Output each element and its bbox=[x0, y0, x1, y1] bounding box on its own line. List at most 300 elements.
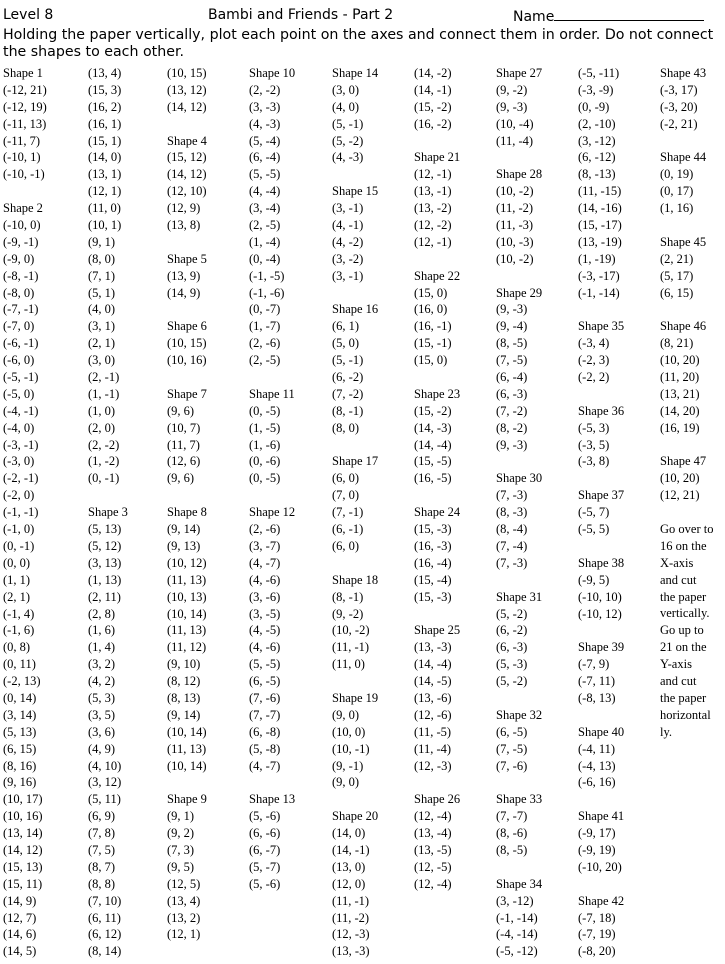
coordinate-point: (-5, -1) bbox=[3, 370, 39, 385]
coordinate-point: (12, -4) bbox=[414, 809, 452, 824]
coordinate-point: (1, -2) bbox=[88, 454, 120, 469]
coordinate-point: (14, -3) bbox=[414, 420, 452, 435]
coordinate-point: (9, -2) bbox=[496, 82, 528, 97]
coordinate-point: (4, 0) bbox=[332, 99, 360, 114]
shape-heading: Shape 17 bbox=[332, 454, 379, 469]
coordinate-point: (5, -5) bbox=[249, 657, 281, 672]
shape-heading: Shape 22 bbox=[414, 268, 461, 283]
shape-heading: Shape 44 bbox=[660, 150, 707, 165]
level-label: Level 8 bbox=[3, 7, 54, 23]
shape-heading: Shape 3 bbox=[88, 505, 128, 520]
coordinate-point: (13, 2) bbox=[167, 910, 201, 925]
coordinate-point: (8, -5) bbox=[496, 336, 528, 351]
coordinate-point: (1, 6) bbox=[88, 623, 116, 638]
coordinate-point: (13, 8) bbox=[167, 218, 201, 233]
coordinate-point: (3, -5) bbox=[249, 606, 281, 621]
spacer bbox=[496, 859, 576, 876]
coordinate-point: (4, -4) bbox=[249, 184, 281, 199]
coordinate-point: (12, 9) bbox=[167, 201, 201, 216]
coordinate-point: (10, 15) bbox=[167, 336, 207, 351]
coordinate-point: (-3, -17) bbox=[578, 268, 620, 283]
coordinate-point: (1, 13) bbox=[88, 572, 122, 587]
spacer bbox=[167, 234, 247, 251]
coordinate-point: (7, -1) bbox=[332, 505, 364, 520]
coordinate-point: (6, -3) bbox=[496, 386, 528, 401]
coordinate-point: (6, 15) bbox=[3, 741, 37, 756]
name-field[interactable] bbox=[513, 7, 704, 25]
coordinate-point: (-9, 0) bbox=[3, 251, 35, 266]
coordinate-point: (-2, 13) bbox=[3, 674, 41, 689]
spacer bbox=[660, 133, 725, 150]
coordinate-point: (10, 14) bbox=[167, 758, 207, 773]
coordinate-point: (0, 8) bbox=[3, 640, 31, 655]
coordinate-point: (4, -1) bbox=[332, 218, 364, 233]
coordinate-point: (9, 1) bbox=[88, 234, 116, 249]
coordinate-point: (15, -4) bbox=[414, 572, 452, 587]
coordinate-point: (13, -5) bbox=[414, 842, 452, 857]
coordinate-point: (-6, 0) bbox=[3, 353, 35, 368]
coordinate-point: (6, 1) bbox=[332, 319, 360, 334]
coordinate-point: (11, -15) bbox=[578, 184, 622, 199]
shape-heading: Shape 28 bbox=[496, 167, 543, 182]
shape-heading: Shape 6 bbox=[167, 319, 207, 334]
coordinate-point: (10, -2) bbox=[496, 251, 534, 266]
coordinate-point: (8, -13) bbox=[578, 167, 616, 182]
spacer bbox=[332, 285, 412, 302]
spacer bbox=[414, 487, 494, 504]
coordinate-point: (10, -1) bbox=[332, 741, 370, 756]
name-line[interactable] bbox=[554, 7, 704, 21]
spacer bbox=[578, 538, 658, 555]
coordinate-point: (15, -3) bbox=[414, 589, 452, 604]
coordinate-point: (16, 19) bbox=[660, 420, 700, 435]
coordinate-point: (3, 6) bbox=[88, 724, 116, 739]
coordinate-point: (1, 16) bbox=[660, 201, 694, 216]
coordinate-point: (1, 1) bbox=[3, 572, 31, 587]
coordinate-point: (4, -6) bbox=[249, 572, 281, 587]
coordinate-point: (-10, 0) bbox=[3, 218, 41, 233]
coordinate-point: (11, 7) bbox=[167, 437, 200, 452]
coordinate-point: (-5, 3) bbox=[578, 420, 610, 435]
shape-heading: Shape 24 bbox=[414, 505, 461, 520]
coordinate-point: (16, 2) bbox=[88, 99, 122, 114]
coordinate-point: (2, -5) bbox=[249, 353, 281, 368]
coordinate-point: (-11, 13) bbox=[3, 116, 47, 131]
coordinate-point: (16, 1) bbox=[88, 116, 122, 131]
coordinate-point: (-8, -1) bbox=[3, 268, 39, 283]
coordinate-point: (8, 7) bbox=[88, 859, 116, 874]
coordinate-point: (8, -5) bbox=[496, 842, 528, 857]
coordinate-point: (-7, 18) bbox=[578, 910, 616, 925]
coordinate-point: (7, -2) bbox=[496, 403, 528, 418]
coordinate-point: (14, 9) bbox=[167, 285, 201, 300]
cut-note-line: horizontal bbox=[660, 707, 711, 722]
coordinate-point: (12, 1) bbox=[167, 927, 201, 942]
coordinate-point: (1, 0) bbox=[88, 403, 116, 418]
coordinate-point: (9, 1) bbox=[167, 809, 195, 824]
coordinate-point: (-7, 11) bbox=[578, 674, 616, 689]
coordinate-point: (-3, -1) bbox=[3, 437, 39, 452]
shape-heading: Shape 30 bbox=[496, 471, 543, 486]
coordinate-point: (15, -2) bbox=[414, 403, 452, 418]
coordinate-point: (13, 9) bbox=[167, 268, 201, 283]
shape-heading: Shape 41 bbox=[578, 809, 625, 824]
coordinate-point: (7, 3) bbox=[167, 842, 195, 857]
coordinate-point: (10, 1) bbox=[88, 218, 122, 233]
column-3 bbox=[167, 65, 247, 943]
coordinate-point: (12, -5) bbox=[414, 859, 452, 874]
column-2 bbox=[88, 65, 168, 960]
coordinate-point: (8, 8) bbox=[88, 876, 116, 891]
coordinate-point: (16, -5) bbox=[414, 471, 452, 486]
coordinate-point: (8, -2) bbox=[496, 420, 528, 435]
coordinate-point: (9, 0) bbox=[332, 775, 360, 790]
coordinate-point: (7, -3) bbox=[496, 555, 528, 570]
spacer bbox=[414, 133, 494, 150]
coordinate-point: (12, 7) bbox=[3, 910, 37, 925]
spacer bbox=[496, 774, 576, 791]
coordinate-point: (12, -1) bbox=[414, 167, 452, 182]
cut-note-line: and cut bbox=[660, 572, 697, 587]
shape-heading: Shape 15 bbox=[332, 184, 379, 199]
coordinate-point: (9, 16) bbox=[3, 775, 37, 790]
coordinate-point: (2, -2) bbox=[249, 82, 281, 97]
shape-heading: Shape 43 bbox=[660, 66, 707, 80]
coordinate-point: (-5, 0) bbox=[3, 386, 35, 401]
spacer bbox=[660, 301, 725, 318]
coordinate-point: (2, -6) bbox=[249, 336, 281, 351]
shape-heading: Shape 5 bbox=[167, 251, 207, 266]
cut-note-line: vertically. bbox=[660, 606, 710, 621]
coordinate-point: (2, -1) bbox=[88, 370, 120, 385]
coordinate-point: (16, 0) bbox=[414, 302, 448, 317]
coordinate-point: (14, 12) bbox=[167, 99, 207, 114]
coordinate-point: (8, -4) bbox=[496, 522, 528, 537]
coordinate-point: (6, -7) bbox=[249, 842, 281, 857]
shape-heading: Shape 8 bbox=[167, 505, 207, 520]
spacer bbox=[332, 673, 412, 690]
cut-note-line: ly. bbox=[660, 724, 673, 739]
coordinate-point: (10, -4) bbox=[496, 116, 534, 131]
coordinate-point: (0, 14) bbox=[3, 690, 37, 705]
coordinate-point: (12, 10) bbox=[167, 184, 207, 199]
shape-heading: Shape 46 bbox=[660, 319, 707, 334]
coordinate-point: (2, 1) bbox=[88, 336, 116, 351]
coordinate-point: (7, 5) bbox=[88, 842, 116, 857]
coordinate-point: (1, -5) bbox=[249, 420, 281, 435]
coordinate-point: (13, -3) bbox=[332, 944, 370, 959]
coordinate-point: (-5, -11) bbox=[578, 66, 620, 80]
coordinate-point: (14, 6) bbox=[3, 927, 37, 942]
name-label: Name bbox=[513, 9, 555, 25]
shape-heading: Shape 2 bbox=[3, 201, 43, 216]
shape-heading: Shape 7 bbox=[167, 386, 207, 401]
coordinate-point: (4, 9) bbox=[88, 741, 116, 756]
coordinate-point: (12, -3) bbox=[332, 927, 370, 942]
coordinate-point: (3, -12) bbox=[578, 133, 616, 148]
coordinate-point: (3, -12) bbox=[496, 893, 534, 908]
coordinate-point: (14, -16) bbox=[578, 201, 622, 216]
shape-heading: Shape 35 bbox=[578, 319, 625, 334]
coordinate-point: (-11, 7) bbox=[3, 133, 41, 148]
coordinate-point: (0, -1) bbox=[3, 538, 35, 553]
coordinate-point: (-5, 7) bbox=[578, 505, 610, 520]
column-9 bbox=[660, 65, 725, 504]
coordinate-point: (8, -1) bbox=[332, 589, 364, 604]
coordinate-point: (1, -6) bbox=[249, 437, 281, 452]
column-4 bbox=[249, 65, 329, 893]
coordinate-point: (-10, -1) bbox=[3, 167, 45, 182]
coordinate-point: (2, -2) bbox=[88, 437, 120, 452]
coordinate-point: (16, -4) bbox=[414, 555, 452, 570]
coordinate-point: (-9, 17) bbox=[578, 826, 616, 841]
coordinate-point: (0, -1) bbox=[88, 471, 120, 486]
coordinate-point: (8, 16) bbox=[3, 758, 37, 773]
coordinate-point: (6, -6) bbox=[249, 826, 281, 841]
shape-heading: Shape 31 bbox=[496, 589, 543, 604]
coordinate-point: (14, -1) bbox=[414, 82, 452, 97]
coordinate-point: (14, 12) bbox=[3, 842, 43, 857]
shape-heading: Shape 37 bbox=[578, 488, 625, 503]
coordinate-point: (-2, 2) bbox=[578, 370, 610, 385]
coordinate-point: (5, -1) bbox=[332, 116, 364, 131]
coordinate-point: (10, 13) bbox=[167, 589, 207, 604]
coordinate-point: (8, -1) bbox=[332, 403, 364, 418]
coordinate-point: (15, -5) bbox=[414, 454, 452, 469]
spacer bbox=[249, 369, 329, 386]
coordinate-point: (-8, 13) bbox=[578, 690, 616, 705]
coordinate-point: (1, -19) bbox=[578, 251, 616, 266]
coordinate-point: (15, 3) bbox=[88, 82, 122, 97]
spacer bbox=[167, 116, 247, 133]
coordinate-point: (3, -7) bbox=[249, 538, 281, 553]
coordinate-point: (13, -1) bbox=[414, 184, 452, 199]
coordinate-point: (-12, 19) bbox=[3, 99, 47, 114]
coordinate-point: (9, 10) bbox=[167, 657, 201, 672]
coordinate-point: (0, 19) bbox=[660, 167, 694, 182]
coordinate-point: (5, -6) bbox=[249, 809, 281, 824]
coordinate-point: (0, -9) bbox=[578, 99, 610, 114]
spacer bbox=[660, 217, 725, 234]
shape-heading: Shape 29 bbox=[496, 285, 543, 300]
coordinate-point: (4, -3) bbox=[249, 116, 281, 131]
cut-note-line: and cut bbox=[660, 674, 697, 689]
coordinate-point: (8, 13) bbox=[167, 690, 201, 705]
coordinate-point: (2, 1) bbox=[3, 589, 31, 604]
shape-heading: Shape 34 bbox=[496, 876, 543, 891]
shape-heading: Shape 1 bbox=[3, 66, 43, 80]
coordinate-point: (3, 14) bbox=[3, 707, 37, 722]
coordinate-point: (6, -3) bbox=[496, 640, 528, 655]
coordinate-point: (6, -5) bbox=[249, 674, 281, 689]
spacer bbox=[578, 386, 658, 403]
coordinate-point: (8, 21) bbox=[660, 336, 694, 351]
coordinate-point: (10, 0) bbox=[332, 724, 366, 739]
coordinate-point: (9, -3) bbox=[496, 99, 528, 114]
spacer bbox=[332, 791, 412, 808]
coordinate-point: (6, 9) bbox=[88, 809, 116, 824]
coordinate-point: (10, 16) bbox=[3, 809, 43, 824]
coordinate-point: (9, 14) bbox=[167, 522, 201, 537]
cut-note-line: 16 on the bbox=[660, 538, 707, 553]
coordinate-point: (7, -6) bbox=[496, 758, 528, 773]
coordinate-point: (11, -1) bbox=[332, 640, 370, 655]
coordinate-point: (13, 4) bbox=[167, 893, 201, 908]
spacer bbox=[88, 487, 168, 504]
coordinate-point: (8, -3) bbox=[496, 505, 528, 520]
spacer bbox=[249, 774, 329, 791]
coordinate-point: (3, 1) bbox=[88, 319, 116, 334]
coordinate-point: (3, 12) bbox=[88, 775, 122, 790]
spacer bbox=[496, 690, 576, 707]
shape-heading: Shape 32 bbox=[496, 707, 543, 722]
coordinate-point: (5, 3) bbox=[88, 690, 116, 705]
coordinate-point: (-6, 16) bbox=[578, 775, 616, 790]
coordinate-point: (-2, 3) bbox=[578, 353, 610, 368]
coordinate-point: (13, -4) bbox=[414, 826, 452, 841]
coordinate-point: (10, -2) bbox=[332, 623, 370, 638]
spacer bbox=[167, 774, 247, 791]
spacer bbox=[578, 470, 658, 487]
coordinate-point: (-2, -1) bbox=[3, 471, 39, 486]
coordinate-point: (13, 1) bbox=[88, 167, 122, 182]
coordinate-point: (13, -2) bbox=[414, 201, 452, 216]
coordinate-point: (14, -5) bbox=[414, 674, 452, 689]
coordinate-point: (5, 13) bbox=[88, 522, 122, 537]
coordinate-point: (3, -4) bbox=[249, 201, 281, 216]
spacer bbox=[496, 453, 576, 470]
coordinate-point: (10, -2) bbox=[496, 184, 534, 199]
coordinate-point: (7, -5) bbox=[496, 353, 528, 368]
coordinate-point: (4, 10) bbox=[88, 758, 122, 773]
coordinate-point: (13, -3) bbox=[414, 640, 452, 655]
cut-note-line: 21 on the bbox=[660, 640, 707, 655]
coordinate-point: (1, 4) bbox=[88, 640, 116, 655]
coordinate-point: (15, -17) bbox=[578, 218, 622, 233]
coordinate-point: (11, 0) bbox=[88, 201, 121, 216]
coordinate-point: (16, -3) bbox=[414, 538, 452, 553]
coordinate-point: (11, -4) bbox=[496, 133, 534, 148]
coordinate-point: (-1, -14) bbox=[578, 285, 620, 300]
spacer bbox=[332, 555, 412, 572]
coordinate-point: (4, -6) bbox=[249, 640, 281, 655]
coordinate-point: (2, 21) bbox=[660, 251, 694, 266]
coordinate-point: (14, 0) bbox=[332, 826, 366, 841]
coordinate-point: (-1, -6) bbox=[249, 285, 285, 300]
coordinate-point: (6, -4) bbox=[249, 150, 281, 165]
coordinate-point: (-4, -14) bbox=[496, 927, 538, 942]
shape-heading: Shape 4 bbox=[167, 133, 207, 148]
coordinate-point: (11, -2) bbox=[332, 910, 370, 925]
coordinate-point: (9, -3) bbox=[496, 302, 528, 317]
coordinate-point: (5, -5) bbox=[249, 167, 281, 182]
coordinate-point: (5, -2) bbox=[332, 133, 364, 148]
coordinate-point: (-3, 8) bbox=[578, 454, 610, 469]
cut-note-line: Y-axis bbox=[660, 657, 692, 672]
coordinate-point: (15, 1) bbox=[88, 133, 122, 148]
spacer bbox=[332, 437, 412, 454]
coordinate-point: (11, 13) bbox=[167, 623, 207, 638]
coordinate-point: (6, 15) bbox=[660, 285, 694, 300]
shape-heading: Shape 12 bbox=[249, 505, 296, 520]
coordinate-point: (9, 5) bbox=[167, 859, 195, 874]
coordinate-point: (10, 17) bbox=[3, 792, 43, 807]
coordinate-point: (10, 20) bbox=[660, 471, 700, 486]
coordinate-point: (12, -3) bbox=[414, 758, 452, 773]
column-5 bbox=[332, 65, 412, 960]
coordinate-point: (10, 16) bbox=[167, 353, 207, 368]
coordinate-point: (3, 2) bbox=[88, 657, 116, 672]
coordinate-point: (-3, 0) bbox=[3, 454, 35, 469]
coordinate-point: (2, 11) bbox=[88, 589, 121, 604]
spacer bbox=[496, 149, 576, 166]
spacer bbox=[496, 572, 576, 589]
coordinate-point: (9, -4) bbox=[496, 319, 528, 334]
coordinate-point: (13, 21) bbox=[660, 386, 700, 401]
coordinate-point: (10, 14) bbox=[167, 724, 207, 739]
spacer bbox=[496, 268, 576, 285]
cut-note-line: X-axis bbox=[660, 555, 694, 570]
shape-heading: Shape 33 bbox=[496, 792, 543, 807]
coordinate-point: (4, 0) bbox=[88, 302, 116, 317]
shape-heading: Shape 39 bbox=[578, 640, 625, 655]
coordinate-point: (6, -12) bbox=[578, 150, 616, 165]
coordinate-point: (9, 6) bbox=[167, 403, 195, 418]
shape-heading: Shape 21 bbox=[414, 150, 461, 165]
coordinate-point: (13, 14) bbox=[3, 826, 43, 841]
coordinate-point: (5, 13) bbox=[3, 724, 37, 739]
coordinate-point: (-10, 10) bbox=[578, 589, 622, 604]
shape-heading: Shape 45 bbox=[660, 234, 707, 249]
coordinate-point: (10, 7) bbox=[167, 420, 201, 435]
coordinate-point: (5, -2) bbox=[496, 606, 528, 621]
coordinate-point: (11, -1) bbox=[332, 893, 370, 908]
coordinate-point: (7, -6) bbox=[249, 690, 281, 705]
coordinate-point: (0, 17) bbox=[660, 184, 694, 199]
coordinate-point: (3, 5) bbox=[88, 707, 116, 722]
coordinate-point: (4, -7) bbox=[249, 758, 281, 773]
coordinate-point: (-10, 12) bbox=[578, 606, 622, 621]
coordinate-point: (0, -5) bbox=[249, 471, 281, 486]
coordinate-point: (5, -2) bbox=[496, 674, 528, 689]
coordinate-point: (-8, 20) bbox=[578, 944, 616, 959]
coordinate-point: (11, 13) bbox=[167, 572, 207, 587]
cut-note-line: Go over to bbox=[660, 522, 714, 536]
coordinate-point: (12, -1) bbox=[414, 234, 452, 249]
coordinate-point: (-1, 4) bbox=[3, 606, 35, 621]
cut-note-line: the paper bbox=[660, 589, 707, 604]
coordinate-point: (9, -3) bbox=[496, 437, 528, 452]
coordinate-point: (14, -4) bbox=[414, 657, 452, 672]
spacer bbox=[167, 487, 247, 504]
coordinate-point: (2, -10) bbox=[578, 116, 616, 131]
coordinate-point: (10, -3) bbox=[496, 234, 534, 249]
coordinate-point: (5, 12) bbox=[88, 538, 122, 553]
coordinate-point: (3, -1) bbox=[332, 268, 364, 283]
column-6 bbox=[414, 65, 494, 893]
coordinate-point: (-5, -12) bbox=[496, 944, 538, 959]
coordinate-point: (1, -1) bbox=[88, 386, 120, 401]
coordinate-point: (-9, 5) bbox=[578, 572, 610, 587]
spacer bbox=[578, 876, 658, 893]
coordinate-point: (0, 0) bbox=[3, 555, 31, 570]
coordinate-point: (2, 8) bbox=[88, 606, 116, 621]
coordinate-point: (9, -1) bbox=[332, 758, 364, 773]
coordinate-point: (9, -2) bbox=[332, 606, 364, 621]
coordinate-point: (5, -6) bbox=[249, 876, 281, 891]
coordinate-point: (3, 0) bbox=[332, 82, 360, 97]
coordinate-point: (-10, 1) bbox=[3, 150, 41, 165]
